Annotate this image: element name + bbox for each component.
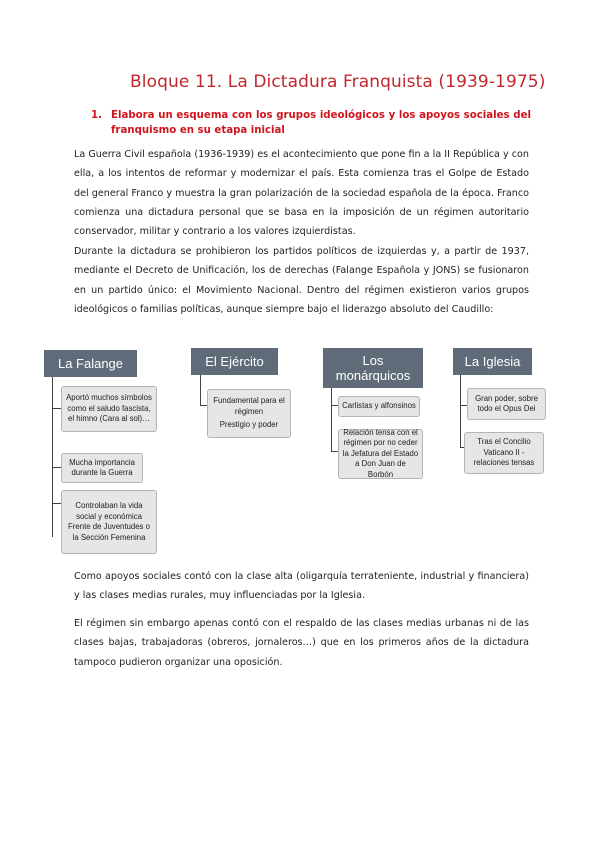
falange-item-social-text: Controlaban la vida social y económica (75, 501, 143, 521)
paragraph-partidos: Durante la dictadura se prohibieron los partidos políticos de izquierdas y, a partir de 1937, mediante el Decreto de Unificación, los de derechas (Falange Española y JONS) se fusionaron en un partido único: el Movimiento Nacional. Dentro del régimen existieron varios grupos ideológicos o familias políticas, aunque siempre bajo el liderazgo absoluto del Caudillo: (74, 246, 529, 315)
monarquicos-item-relacion: Relación tensa con el régimen por no ceder la Jefatura del Estado a Don Juan de Borbón (338, 429, 423, 479)
falange-connector (52, 377, 53, 537)
paragraph-respaldo: El régimen sin embargo apenas contó con el respaldo de las clases medias urbanas ni de las clases bajas, trabajadoras (obreros, jornaleros…) que en los primeros años de la dictadura tampoco pudieron organizar una oposición. (74, 618, 529, 668)
falange-item-war: Mucha importancia durante la Guerra (61, 453, 143, 483)
monarquicos-header: Los monárquicos (323, 348, 423, 388)
iglesia-header: La Iglesia (453, 348, 532, 375)
ejercito-item-prestigio: Prestigio y poder (219, 420, 279, 430)
falange-item-youth-text: Frente de Juventudes o la Sección Femenina (68, 522, 150, 542)
paragraph-intro: La Guerra Civil española (1936-1939) es el acontecimiento que pone fin a la II República y con ella, a los intentos de reformar y modernizar el país. Esta comienza tras el Golpe de Estado del general Franco y muestra la gran polarización de la sociedad española de la época. Franco comienza una dictadura personal que se basa en la imposición de un régimen autoritario conservador, militar y contrario a los valores izquierdistas. (74, 149, 529, 238)
falange-item-social (61, 490, 157, 554)
connector-tick (200, 405, 207, 406)
falange-header: La Falange (44, 350, 137, 377)
connector-tick (52, 503, 61, 504)
ejercito-header: El Ejército (191, 348, 278, 375)
connector-tick (331, 405, 338, 406)
iglesia-item-poder: Gran poder, sobre todo el Opus Dei (467, 388, 546, 420)
question (91, 108, 531, 138)
falange-item-symbols: Aportó muchos símbolos como el saludo fascista, el himno (Cara al sol)… (61, 386, 157, 432)
monarquicos-connector (331, 388, 332, 451)
question-text: Elabora un esquema con los grupos ideológicos y los apoyos sociales del franquismo en su etapa inicial (111, 110, 531, 136)
iglesia-connector (460, 375, 461, 447)
question-number: 1. (91, 110, 102, 121)
connector-tick (331, 451, 338, 452)
connector-tick (52, 467, 61, 468)
paragraph-apoyos: Como apoyos sociales contó con la clase alta (oligarquía terrateniente, industrial y financiera) y las clases medias rurales, muy influenciadas por la Iglesia. (74, 571, 529, 602)
monarquicos-item-carlistas: Carlistas y alfonsinos (338, 396, 420, 417)
ejercito-item-fundamental: Fundamental para el régimen (213, 396, 285, 416)
connector-tick (52, 408, 61, 409)
ejercito-items (207, 389, 291, 438)
connector-tick (460, 405, 467, 406)
ideological-groups-diagram (40, 345, 560, 560)
page-title: Bloque 11. La Dictadura Franquista (1939-1975) (130, 72, 546, 92)
iglesia-item-concilio: Tras el Concilio Vaticano II - relaciones tensas (464, 432, 544, 474)
ejercito-connector (200, 375, 201, 405)
